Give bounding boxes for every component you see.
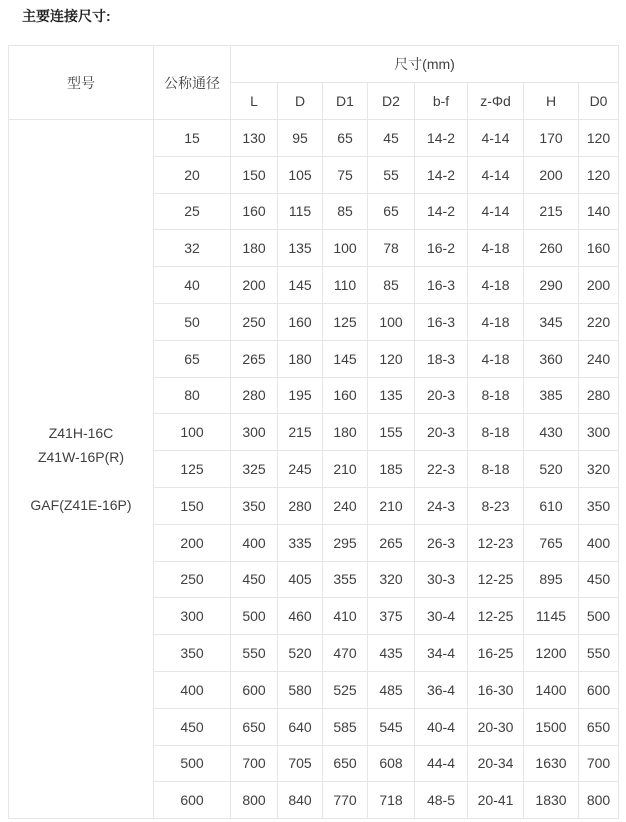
- size-value-cell: 610: [524, 487, 579, 524]
- size-value-cell: 4-18: [468, 230, 524, 267]
- size-value-cell: 14-2: [415, 156, 468, 193]
- nominal-diameter-cell: 200: [154, 524, 231, 561]
- size-value-cell: 155: [368, 414, 415, 451]
- size-value-cell: 160: [278, 303, 323, 340]
- size-value-cell: 1200: [524, 635, 579, 672]
- size-value-cell: 95: [278, 120, 323, 157]
- size-value-cell: 215: [524, 193, 579, 230]
- size-value-cell: 525: [323, 671, 368, 708]
- size-value-cell: 335: [278, 524, 323, 561]
- size-value-cell: 120: [368, 340, 415, 377]
- size-value-cell: 545: [368, 708, 415, 745]
- dimensions-table: [8, 45, 619, 819]
- size-value-cell: 20-41: [468, 782, 524, 819]
- size-value-cell: 8-18: [468, 451, 524, 488]
- size-value-cell: 24-3: [415, 487, 468, 524]
- nominal-diameter-cell: 300: [154, 598, 231, 635]
- nominal-diameter-cell: 250: [154, 561, 231, 598]
- col-header-size: D0: [579, 83, 619, 120]
- size-value-cell: 210: [323, 451, 368, 488]
- size-value-cell: 280: [278, 487, 323, 524]
- nominal-diameter-cell: 15: [154, 120, 231, 157]
- size-value-cell: 250: [231, 303, 278, 340]
- nominal-diameter-cell: 100: [154, 414, 231, 451]
- size-value-cell: 48-5: [415, 782, 468, 819]
- size-value-cell: 485: [368, 671, 415, 708]
- table-body: [9, 120, 619, 819]
- size-value-cell: 585: [323, 708, 368, 745]
- size-value-cell: 36-4: [415, 671, 468, 708]
- size-value-cell: 280: [579, 377, 619, 414]
- size-value-cell: 435: [368, 635, 415, 672]
- size-value-cell: 608: [368, 745, 415, 782]
- size-value-cell: 18-3: [415, 340, 468, 377]
- size-value-cell: 718: [368, 782, 415, 819]
- size-value-cell: 600: [579, 671, 619, 708]
- size-value-cell: 705: [278, 745, 323, 782]
- size-value-cell: 4-18: [468, 303, 524, 340]
- size-value-cell: 195: [278, 377, 323, 414]
- nominal-diameter-cell: 65: [154, 340, 231, 377]
- size-value-cell: 895: [524, 561, 579, 598]
- size-value-cell: 640: [278, 708, 323, 745]
- header-row-top: [9, 46, 619, 83]
- size-value-cell: 120: [579, 156, 619, 193]
- size-value-cell: 16-3: [415, 267, 468, 304]
- size-value-cell: 65: [368, 193, 415, 230]
- size-value-cell: 410: [323, 598, 368, 635]
- nominal-diameter-cell: 80: [154, 377, 231, 414]
- size-value-cell: 350: [231, 487, 278, 524]
- size-value-cell: 405: [278, 561, 323, 598]
- size-value-cell: 45: [368, 120, 415, 157]
- nominal-diameter-cell: 40: [154, 267, 231, 304]
- size-value-cell: 14-2: [415, 120, 468, 157]
- nominal-diameter-cell: 400: [154, 671, 231, 708]
- size-value-cell: 8-23: [468, 487, 524, 524]
- size-value-cell: 265: [368, 524, 415, 561]
- size-value-cell: 34-4: [415, 635, 468, 672]
- size-value-cell: 12-25: [468, 561, 524, 598]
- size-value-cell: 220: [579, 303, 619, 340]
- size-value-cell: 500: [579, 598, 619, 635]
- col-header-size: L: [231, 83, 278, 120]
- size-value-cell: 20-3: [415, 377, 468, 414]
- size-value-cell: 700: [231, 745, 278, 782]
- size-value-cell: 30-3: [415, 561, 468, 598]
- size-value-cell: 770: [323, 782, 368, 819]
- size-value-cell: 20-30: [468, 708, 524, 745]
- size-value-cell: 180: [278, 340, 323, 377]
- size-value-cell: 16-30: [468, 671, 524, 708]
- size-value-cell: 125: [323, 303, 368, 340]
- size-value-cell: 20-34: [468, 745, 524, 782]
- size-value-cell: 150: [231, 156, 278, 193]
- size-value-cell: 115: [278, 193, 323, 230]
- size-value-cell: 16-2: [415, 230, 468, 267]
- size-value-cell: 160: [579, 230, 619, 267]
- size-value-cell: 520: [278, 635, 323, 672]
- col-header-size: D1: [323, 83, 368, 120]
- model-line: Z41H-16C: [48, 425, 114, 442]
- size-value-cell: 840: [278, 782, 323, 819]
- size-value-cell: 160: [323, 377, 368, 414]
- nominal-diameter-cell: 500: [154, 745, 231, 782]
- col-header-size: b-f: [415, 83, 468, 120]
- size-value-cell: 100: [323, 230, 368, 267]
- size-value-cell: 12-23: [468, 524, 524, 561]
- size-value-cell: 800: [231, 782, 278, 819]
- nominal-diameter-cell: 25: [154, 193, 231, 230]
- nominal-diameter-cell: 150: [154, 487, 231, 524]
- nominal-diameter-cell: 350: [154, 635, 231, 672]
- col-header-size: D: [278, 83, 323, 120]
- size-value-cell: 765: [524, 524, 579, 561]
- size-value-cell: 265: [231, 340, 278, 377]
- size-value-cell: 400: [231, 524, 278, 561]
- size-value-cell: 140: [579, 193, 619, 230]
- size-value-cell: 105: [278, 156, 323, 193]
- size-value-cell: 4-18: [468, 267, 524, 304]
- size-value-cell: 16-25: [468, 635, 524, 672]
- size-value-cell: 135: [368, 377, 415, 414]
- size-value-cell: 345: [524, 303, 579, 340]
- size-value-cell: 200: [231, 267, 278, 304]
- size-value-cell: 300: [231, 414, 278, 451]
- size-value-cell: 75: [323, 156, 368, 193]
- nominal-diameter-cell: 600: [154, 782, 231, 819]
- size-value-cell: 14-2: [415, 193, 468, 230]
- model-cell: [9, 120, 154, 819]
- size-value-cell: 800: [579, 782, 619, 819]
- size-value-cell: 650: [579, 708, 619, 745]
- size-value-cell: 320: [368, 561, 415, 598]
- size-value-cell: 65: [323, 120, 368, 157]
- size-value-cell: 460: [278, 598, 323, 635]
- model-line-spacer: [9, 469, 153, 493]
- size-value-cell: 290: [524, 267, 579, 304]
- model-line: Z41W-16P(R): [37, 449, 125, 466]
- col-header-size-group: 尺寸(mm): [231, 46, 619, 83]
- size-value-cell: 650: [323, 745, 368, 782]
- size-value-cell: 260: [524, 230, 579, 267]
- size-value-cell: 85: [368, 267, 415, 304]
- size-value-cell: 110: [323, 267, 368, 304]
- size-value-cell: 430: [524, 414, 579, 451]
- size-value-cell: 26-3: [415, 524, 468, 561]
- size-value-cell: 22-3: [415, 451, 468, 488]
- size-value-cell: 355: [323, 561, 368, 598]
- size-value-cell: 30-4: [415, 598, 468, 635]
- col-header-size: H: [524, 83, 579, 120]
- size-value-cell: 245: [278, 451, 323, 488]
- size-value-cell: 12-25: [468, 598, 524, 635]
- size-value-cell: 1830: [524, 782, 579, 819]
- size-value-cell: 44-4: [415, 745, 468, 782]
- size-value-cell: 85: [323, 193, 368, 230]
- size-value-cell: 650: [231, 708, 278, 745]
- table-header: [9, 46, 619, 120]
- size-value-cell: 4-14: [468, 193, 524, 230]
- size-value-cell: 4-18: [468, 340, 524, 377]
- size-value-cell: 240: [323, 487, 368, 524]
- size-value-cell: 185: [368, 451, 415, 488]
- size-value-cell: 300: [579, 414, 619, 451]
- size-value-cell: 1400: [524, 671, 579, 708]
- size-value-cell: 450: [231, 561, 278, 598]
- size-value-cell: 40-4: [415, 708, 468, 745]
- size-value-cell: 145: [278, 267, 323, 304]
- size-value-cell: 550: [231, 635, 278, 672]
- size-value-cell: 180: [323, 414, 368, 451]
- size-value-cell: 160: [231, 193, 278, 230]
- size-value-cell: 320: [579, 451, 619, 488]
- size-value-cell: 55: [368, 156, 415, 193]
- size-value-cell: 375: [368, 598, 415, 635]
- size-value-cell: 180: [231, 230, 278, 267]
- nominal-diameter-cell: 20: [154, 156, 231, 193]
- size-value-cell: 215: [278, 414, 323, 451]
- nominal-diameter-cell: 450: [154, 708, 231, 745]
- size-value-cell: 20-3: [415, 414, 468, 451]
- size-value-cell: 78: [368, 230, 415, 267]
- size-value-cell: 350: [579, 487, 619, 524]
- size-value-cell: 500: [231, 598, 278, 635]
- col-header-size: z-Φd: [468, 83, 524, 120]
- nominal-diameter-cell: 125: [154, 451, 231, 488]
- size-value-cell: 700: [579, 745, 619, 782]
- model-line: GAF(Z41E-16P): [30, 497, 132, 514]
- size-value-cell: 1500: [524, 708, 579, 745]
- col-header-model: 型号: [9, 46, 154, 120]
- size-value-cell: 520: [524, 451, 579, 488]
- size-value-cell: 600: [231, 671, 278, 708]
- size-value-cell: 295: [323, 524, 368, 561]
- col-header-size: D2: [368, 83, 415, 120]
- size-value-cell: 4-14: [468, 120, 524, 157]
- size-value-cell: 120: [579, 120, 619, 157]
- page-title: 主要连接尺寸:: [22, 8, 111, 24]
- size-value-cell: 200: [579, 267, 619, 304]
- size-value-cell: 1630: [524, 745, 579, 782]
- size-value-cell: 135: [278, 230, 323, 267]
- size-value-cell: 550: [579, 635, 619, 672]
- size-value-cell: 145: [323, 340, 368, 377]
- size-value-cell: 470: [323, 635, 368, 672]
- size-value-cell: 170: [524, 120, 579, 157]
- size-value-cell: 280: [231, 377, 278, 414]
- size-value-cell: 240: [579, 340, 619, 377]
- size-value-cell: 4-14: [468, 156, 524, 193]
- size-value-cell: 385: [524, 377, 579, 414]
- size-value-cell: 400: [579, 524, 619, 561]
- nominal-diameter-cell: 50: [154, 303, 231, 340]
- table-row: [9, 120, 619, 157]
- nominal-diameter-cell: 32: [154, 230, 231, 267]
- size-value-cell: 16-3: [415, 303, 468, 340]
- size-value-cell: 130: [231, 120, 278, 157]
- size-value-cell: 1145: [524, 598, 579, 635]
- size-value-cell: 210: [368, 487, 415, 524]
- size-value-cell: 325: [231, 451, 278, 488]
- size-value-cell: 450: [579, 561, 619, 598]
- col-header-nominal-diameter: 公称通径: [154, 46, 231, 120]
- size-value-cell: 200: [524, 156, 579, 193]
- size-value-cell: 8-18: [468, 414, 524, 451]
- size-value-cell: 8-18: [468, 377, 524, 414]
- size-value-cell: 360: [524, 340, 579, 377]
- size-value-cell: 580: [278, 671, 323, 708]
- size-value-cell: 100: [368, 303, 415, 340]
